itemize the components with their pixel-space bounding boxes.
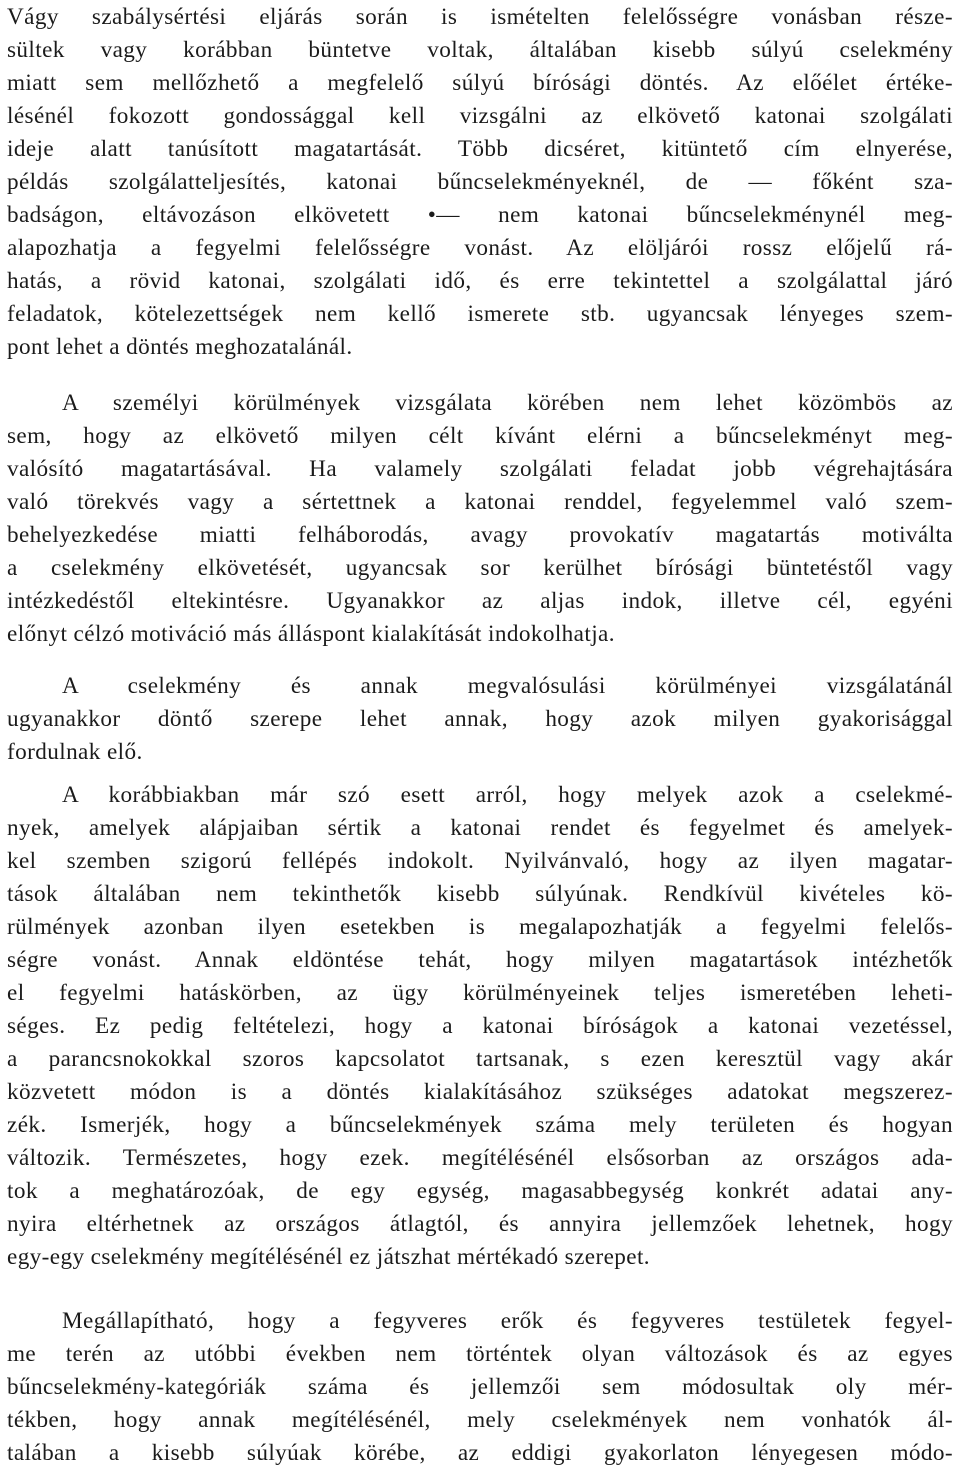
text-line: közvetett módon is a döntés kialakításához szükséges adatokat megszerez- <box>7 1079 953 1105</box>
text-line: tok a meghatározóak, de egy egység, magasabbegység konkrét adatai any- <box>7 1178 953 1204</box>
text-line: a cselekmény elkövetését, ugyancsak sor kerülhet bírósági büntetéstől vagy <box>7 555 953 581</box>
text-line: badságon, eltávozáson elkövetett •— nem katonai bűncselekménynél meg- <box>7 202 953 228</box>
text-line: Vágy szabálysértési eljárás során is ismételten felelősségre vonásban része- <box>7 4 953 30</box>
text-line: A cselekmény és annak megvalósulási körülményei vizsgálatánál <box>62 673 953 699</box>
text-line: ugyanakkor döntő szerepe lehet annak, hogy azok milyen gyakorisággal <box>7 706 953 732</box>
text-line: hatás, a rövid katonai, szolgálati idő, és erre tekintettel a szolgálattal járó <box>7 268 953 294</box>
text-line: ideje alatt tanúsított magatartását. Több dicséret, kitüntető cím elnyerése, <box>7 136 953 162</box>
text-line: pont lehet a döntés meghozatalánál. <box>7 334 353 360</box>
text-line: bűncselekmény-kategóriák száma és jellemzői sem módosultak oly mér- <box>7 1374 953 1400</box>
text-line: tások általában nem tekinthetők kisebb súlyúnak. Rendkívül kivételes kö- <box>7 881 953 907</box>
text-line: valósító magatartásával. Ha valamely szolgálati feladat jobb végrehajtására <box>7 456 953 482</box>
text-line: előnyt célzó motiváció más álláspont kialakítását indokolhatja. <box>7 621 615 647</box>
text-line: talában a kisebb súlyúak körébe, az eddigi gyakorlaton lényegesen módo- <box>7 1440 953 1466</box>
text-line: nyira eltérhetnek az országos átlagtól, és annyira jellemzőek lehetnek, hogy <box>7 1211 953 1237</box>
text-line: me terén az utóbbi években nem történtek olyan változások és az egyes <box>7 1341 953 1367</box>
text-line: sem, hogy az elkövető milyen célt kívánt elérni a bűncselekményt meg- <box>7 423 953 449</box>
text-line: behelyezkedése miatti felháborodás, avagy provokatív magatartás motiválta <box>7 522 953 548</box>
text-line: feladatok, kötelezettségek nem kellő ismerete stb. ugyancsak lényeges szem- <box>7 301 953 327</box>
text-line: A személyi körülmények vizsgálata körében nem lehet közömbös az <box>62 390 953 416</box>
text-line: sültek vagy korábban büntetve voltak, általában kisebb súlyú cselekmény <box>7 37 953 63</box>
text-line: rülmények azonban ilyen esetekben is megalapozhatják a fegyelmi felelős- <box>7 914 953 940</box>
text-line: kel szemben szigorú fellépés indokolt. Nyilvánvaló, hogy az ilyen magatar- <box>7 848 953 874</box>
text-line: a parancsnokokkal szoros kapcsolatot tartsanak, s ezen keresztül vagy akár <box>7 1046 953 1072</box>
text-line: el fegyelmi hatáskörben, az ügy körülményeinek teljes ismeretében leheti- <box>7 980 953 1006</box>
text-line: A korábbiakban már szó esett arról, hogy melyek azok a cselekmé- <box>62 782 953 808</box>
text-line: nyek, amelyek alápjaiban sértik a katonai rendet és fegyelmet és amelyek- <box>7 815 953 841</box>
text-line: ségre vonást. Annak eldöntése tehát, hogy milyen magatartások intézhetők <box>7 947 953 973</box>
text-line: egy-egy cselekmény megítélésénél ez játszhat mértékadó szerepet. <box>7 1244 650 1270</box>
text-line: tékben, hogy annak megítélésénél, mely cselekmények nem vonhatók ál- <box>7 1407 953 1433</box>
text-line: Megállapítható, hogy a fegyveres erők és fegyveres testületek fegyel- <box>62 1308 953 1334</box>
text-line: változik. Természetes, hogy ezek. megítélésénél elsősorban az országos ada- <box>7 1145 953 1171</box>
text-line: alapozhatja a fegyelmi felelősségre vonást. Az elöljárói rossz előjelű rá- <box>7 235 953 261</box>
text-line: intézkedéstől eltekintésre. Ugyanakkor az aljas indok, illetve cél, egyéni <box>7 588 953 614</box>
text-line: lésénél fokozott gondossággal kell vizsgálni az elkövető katonai szolgálati <box>7 103 953 129</box>
text-line: példás szolgálatteljesítés, katonai bűncselekményeknél, de — főként sza- <box>7 169 953 195</box>
text-line: fordulnak elő. <box>7 739 143 765</box>
text-line: való törekvés vagy a sértettnek a katonai renddel, fegyelemmel való szem- <box>7 489 953 515</box>
text-line: miatt sem mellőzhető a megfelelő súlyú bírósági döntés. Az előélet értéke- <box>7 70 953 96</box>
text-line: zék. Ismerjék, hogy a bűncselekmények száma mely területen és hogyan <box>7 1112 953 1138</box>
text-line: séges. Ez pedig feltételezi, hogy a katonai bíróságok a katonai vezetéssel, <box>7 1013 953 1039</box>
